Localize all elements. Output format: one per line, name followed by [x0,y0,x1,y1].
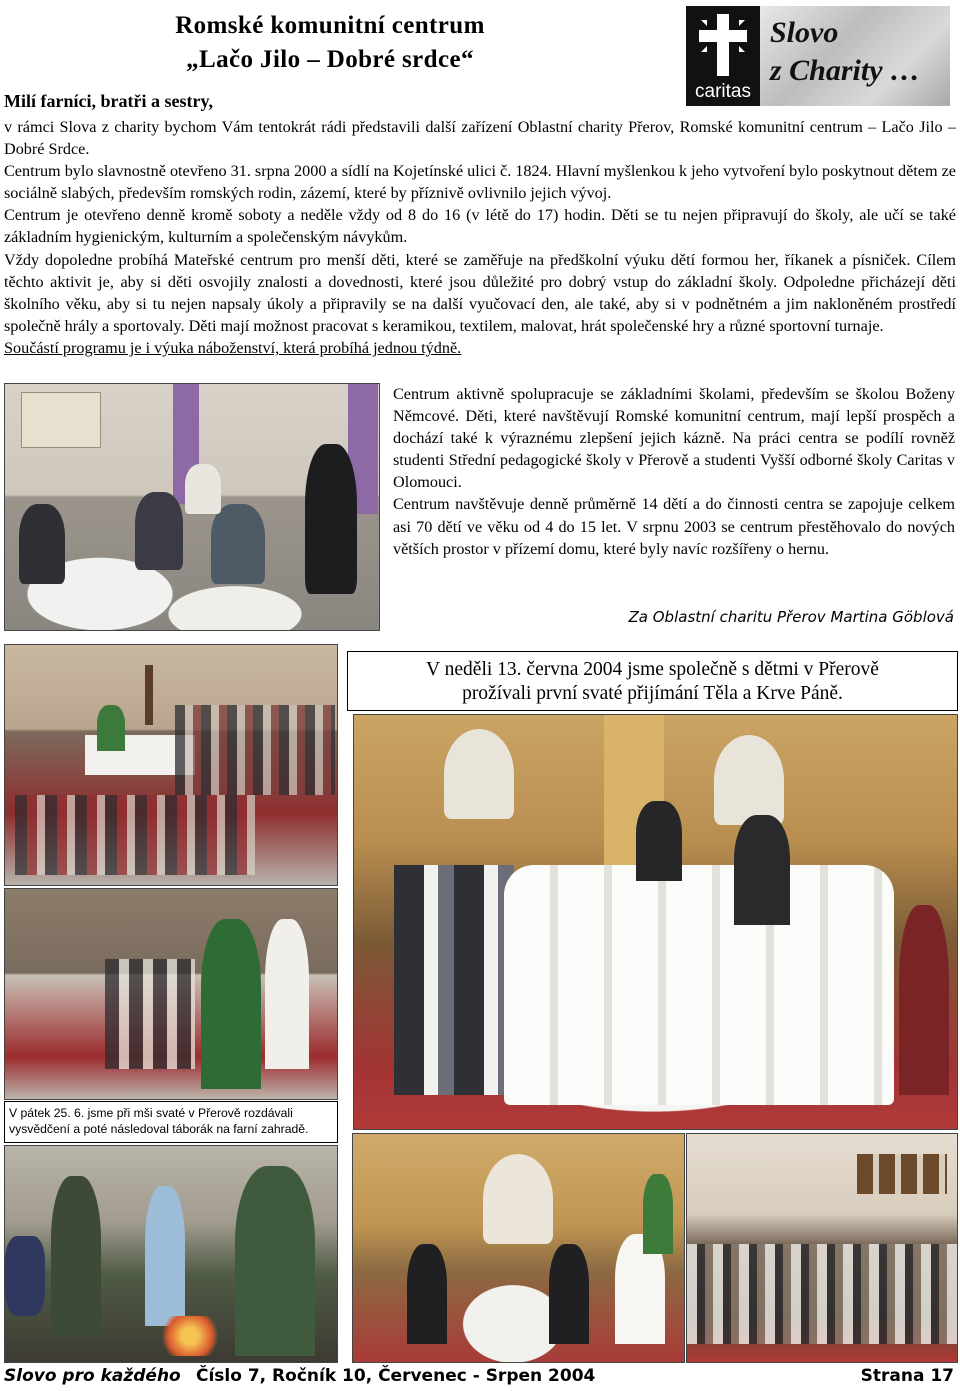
child-figure [5,1236,45,1316]
adult-figure [51,1176,101,1336]
paragraph-intro: v rámci Slova z charity bychom Vám tentokrát rádi představili další zařízení Oblastní charity Přerov, Romské komunitní centrum – Lačo Jilo – Dobré Srdce. [4,118,956,159]
kneeling-boy-figure [407,1244,447,1344]
article-title-line1: Romské komunitní centrum [175,12,485,39]
caritas-cross-icon [695,12,751,78]
priest-figure [643,1174,673,1254]
photo-mass-procession [4,644,338,886]
adult-figure [734,815,790,925]
kneeling-boy-figure [549,1244,589,1344]
masthead-line2: z Charity … [770,54,921,87]
paragraph-hours: Centrum je otevřeno denně kromě soboty a neděle vždy od 8 do 16 (v létě do 17) hodin. Děti se tu nejen připravují do školy, ale učí se také základním hygienickým, kulturním a společenským návykům. [4,206,956,247]
child-figure [185,464,221,514]
priest-figure [636,801,682,881]
paintings-shape [857,1154,947,1194]
girls-white-dresses-shape [504,865,894,1105]
author-signature: Za Oblastní charitu Přerov Martina Göblová [628,608,954,626]
congregation-shape [687,1244,958,1344]
photo-communion-group [353,714,958,1130]
adult-figure [235,1166,315,1356]
children-group-shape [105,959,195,1069]
child-figure [145,1186,185,1326]
child-figure [211,504,265,584]
paragraph-schools: Centrum aktivně spolupracuje se základními školami, především se školou Boženy Němcové. Děti, které navštěvují Romské komunitní centrum, mají lepší prospěch a dochází také k výraznému zlepšení jejich kázně. Na práci centra se podílí rovněž studenti Střední pedagogické školy v Přerově a studenti Vyšší odborné školy Caritas v Olomouci. [393,385,955,492]
priest-figure [201,919,261,1089]
photo-campfire [4,1145,338,1363]
folk-costume-figure [899,905,949,1095]
photo-certificates-mass [4,888,338,1100]
caritas-logo-text: caritas [695,81,751,102]
boys-group-shape [394,865,514,1095]
angel-statue-shape [444,729,514,819]
photo-classroom [4,383,380,631]
photo-kneeling-communion [352,1133,685,1363]
masthead-line1: Slovo [770,16,839,49]
footer-page-number: Strana 17 [860,1366,954,1386]
greeting: Milí farníci, bratři a sestry, [4,91,213,111]
paragraph-program: Vždy dopoledne probíhá Mateřské centrum pro menší děti, které se zaměřuje na předškolní výuku dětí formou her, říkanek a písniček. Cílem těchto aktivit je, aby si děti osvojily znalosti a dovednosti, které jsou důležité pro dobrý vstup do základní školy. Odpoledne přicházejí děti školního věku, aby si tu nejen napsaly úkoly a připravily se na další vyučovací den, ale také, aby si v podnětném a jim nakloněném prostředí společně hrály a sportovaly. Děti mají možnost pracovat s keramikou, textilem, malovat, hrát společenské hry a různé sportovní turnaje. [4,250,956,335]
wall-map-shape [21,392,101,448]
caritas-logo [686,6,760,106]
adult-figure [305,444,357,594]
footer-publication: Slovo pro každého [4,1366,181,1386]
article-side-text [393,383,955,560]
children-group-shape [15,795,255,875]
child-figure [19,504,65,584]
caption-first-communion-line1: V neděli 13. června 2004 jsme společně s dětmi v Přerově [426,659,879,680]
children-line-shape [175,705,335,795]
article-title-line2: „Lačo Jilo – Dobré srdce“ [186,46,474,73]
caption-first-communion [347,651,958,711]
footer-issue: Číslo 7, Ročník 10, Červenec - Srpen 2004 [196,1366,596,1386]
campfire-shape [155,1316,225,1356]
caption-friday: V pátek 25. 6. jsme při mši svaté v Přerově rozdávali vysvědčení a poté následoval táborák na farní zahradě. [4,1101,338,1143]
photo-church-nave [686,1133,958,1363]
angel-statue-shape [483,1154,553,1244]
cross-shape [145,665,153,725]
altar-server-figure [265,919,309,1069]
paragraph-opening: Centrum bylo slavnostně otevřeno 31. srpna 2000 a sídlí na Kojetínské ulici č. 1824. Hlavní myšlenkou k jeho vytvoření bylo poskytnout dětem ze sociálně slabých, především romských rodin, zázemí, které by příznivě ovlivnilo jejich vývoj. [4,162,956,203]
paragraph-religion: Součástí programu je i výuka náboženství, která probíhá jednou týdně. [4,338,462,357]
article-main-text [4,116,956,359]
child-figure [135,492,183,570]
angel-statue-shape [714,735,784,825]
paragraph-attendance: Centrum navštěvuje denně průměrně 14 dětí a do činnosti centra se zapojuje celkem asi 70 dětí ve věku od 4 do 15 let. V srpnu 2003 se centrum přestěhovalo do nových větších prostor v přízemí domu, které byly navíc rozšířeny o hernu. [393,495,955,558]
priest-figure [97,705,125,751]
caption-first-communion-line2: prožívali první svaté přijímání Těla a Krve Páně. [462,683,843,704]
